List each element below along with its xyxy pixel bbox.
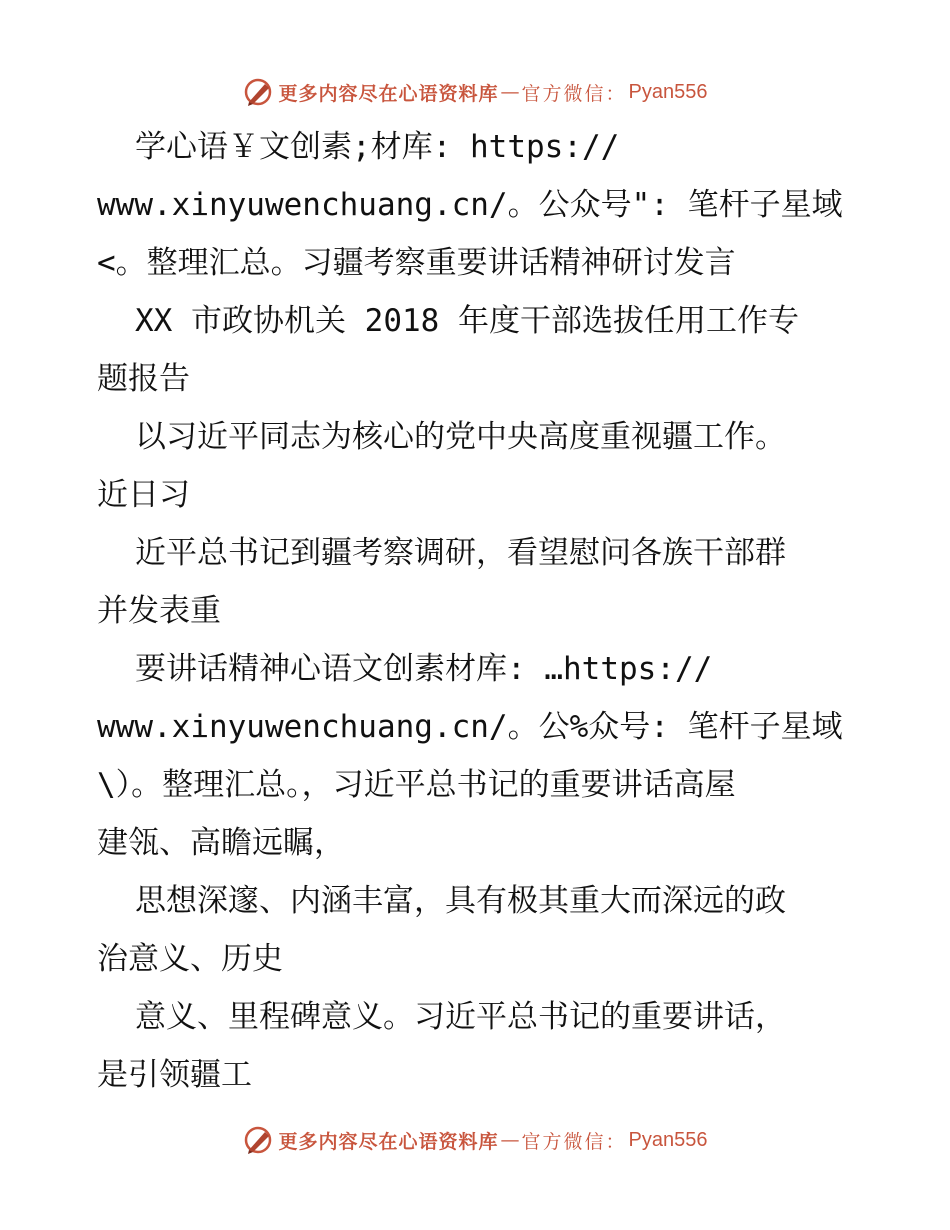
text-line: 近平总书记到疆考察调研，看望慰问各族干部群 bbox=[135, 535, 786, 571]
text-line: www.xinyuwenchuang.cn/。公%众号: 笔杆子星域 bbox=[97, 709, 843, 745]
document-title: XX 市政协机关 2018 年度干部选拔任用工作专 bbox=[135, 303, 799, 339]
text-line: 学心语￥文创素;材库: https:// bbox=[135, 129, 620, 165]
text-line: www.xinyuwenchuang.cn/。公众号": 笔杆子星域 bbox=[97, 187, 843, 223]
header-banner bbox=[0, 72, 950, 112]
banner-wechat-handle: Pyan556 bbox=[628, 80, 708, 103]
text-line: 近日习 bbox=[97, 477, 190, 513]
banner-official-label: 官方微信： bbox=[521, 82, 627, 105]
banner-separator: — bbox=[500, 1129, 520, 1151]
banner-separator: — bbox=[500, 81, 520, 103]
banner-official-label: 官方微信： bbox=[521, 1130, 627, 1153]
document-title-continued: 题报告 bbox=[97, 361, 190, 397]
text-line: <。整理汇总。习疆考察重要讲话精神研讨发言 bbox=[97, 245, 736, 281]
pen-logo-icon bbox=[243, 76, 275, 108]
footer-banner bbox=[0, 1120, 950, 1160]
text-line: 治意义、历史 bbox=[97, 941, 283, 977]
banner-brand-text: 更多内容尽在心语资料库 bbox=[278, 82, 499, 105]
pen-logo-icon bbox=[243, 1124, 275, 1156]
text-line: 意义、里程碑意义。习近平总书记的重要讲话， bbox=[135, 999, 786, 1035]
text-line: 是引领疆工 bbox=[97, 1057, 252, 1093]
text-line: 思想深邃、内涵丰富，具有极其重大而深远的政 bbox=[135, 883, 786, 919]
text-line: 并发表重 bbox=[97, 593, 221, 629]
document-body bbox=[97, 118, 857, 1104]
text-line: 建瓴、高瞻远瞩， bbox=[97, 825, 345, 861]
text-line: 以习近平同志为核心的党中央高度重视疆工作。 bbox=[135, 419, 786, 455]
banner-brand-text: 更多内容尽在心语资料库 bbox=[278, 1130, 499, 1153]
text-line: 要讲话精神心语文创素材库: …https:// bbox=[135, 651, 713, 687]
text-line: \）。整理汇总。，习近平总书记的重要讲话高屋 bbox=[97, 767, 736, 803]
banner-wechat-handle: Pyan556 bbox=[628, 1128, 708, 1151]
